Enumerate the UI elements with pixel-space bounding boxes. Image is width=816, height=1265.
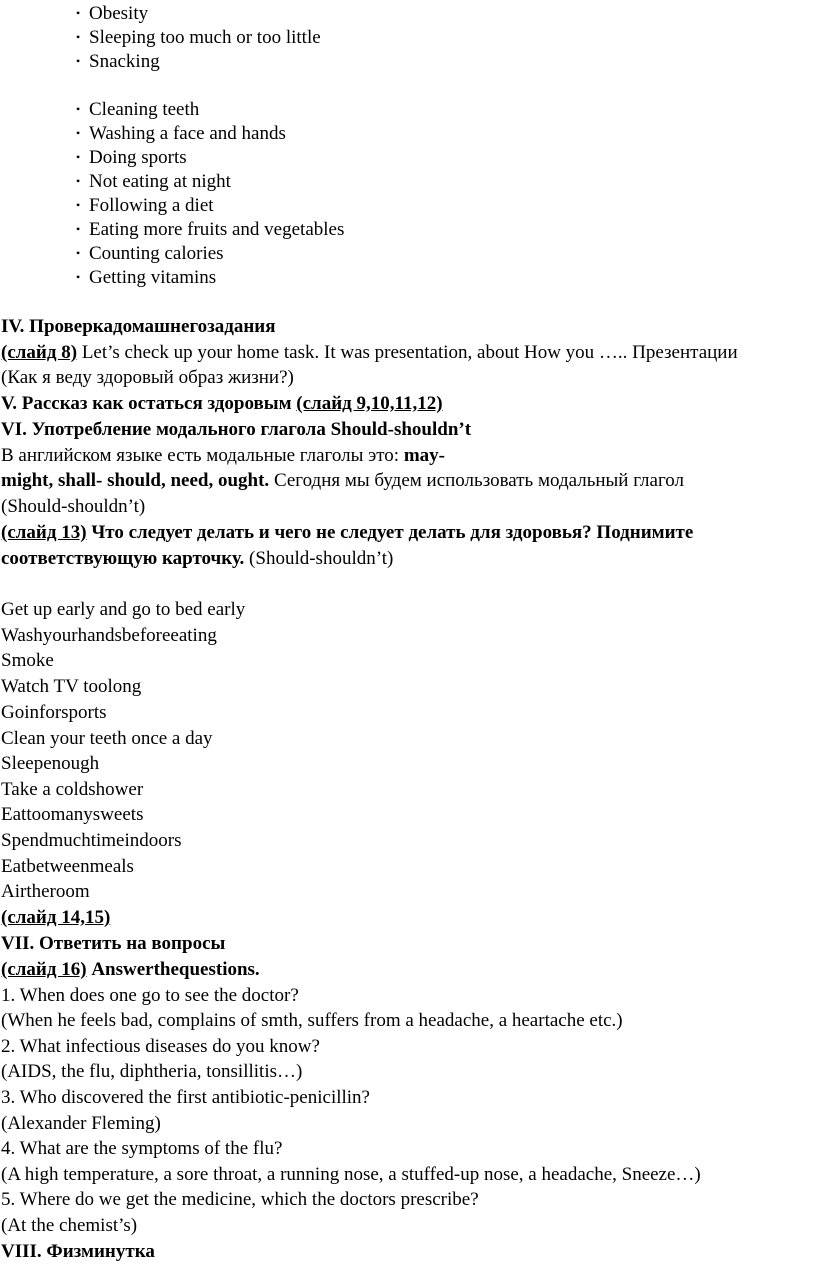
list-item: • Sleeping too much or too little [76, 27, 321, 48]
phrase-item: Clean your teeth once a day [1, 728, 213, 749]
paragraph: В английском языке есть модальные глаголы это: may- [1, 445, 445, 466]
paragraph: (Should-shouldn’t) [1, 496, 146, 517]
section-heading: V. Рассказ как остаться здоровым (слайд 9,10,11,12) [1, 393, 443, 414]
phrase-item: Washyourhandsbeforeeating [1, 625, 217, 646]
bullet-icon: • [76, 222, 81, 236]
phrase-item: Spendmuchtimeindoors [1, 830, 182, 851]
phrase-item: Smoke [1, 650, 54, 671]
list-item: • Counting calories [76, 243, 224, 264]
list-item: • Following a diet [76, 195, 214, 216]
list-item: • Getting vitamins [76, 267, 217, 288]
question: 5. Where do we get the medicine, which the doctors prescribe? [1, 1189, 479, 1210]
answer: (Alexander Fleming) [1, 1113, 161, 1134]
phrase-item: Watch TV toolong [1, 676, 142, 697]
section-heading: VII. Ответить на вопросы [1, 933, 226, 954]
question: 3. Who discovered the first antibiotic-penicillin? [1, 1087, 370, 1108]
bullet-icon: • [76, 246, 81, 260]
question: 4. What are the symptoms of the flu? [1, 1138, 283, 1159]
paragraph: (слайд 8) Let’s check up your home task. It was presentation, about How you ….. Презентации [1, 342, 738, 363]
section-heading: IV. Проверкадомашнегозадания [1, 316, 276, 337]
section-heading: VIII. Физминутка [1, 1241, 155, 1262]
list-item: • Cleaning teeth [76, 99, 200, 120]
list-item: • Not eating at night [76, 171, 231, 192]
phrase-item: Eattoomanysweets [1, 804, 144, 825]
phrase-item: Goinforsports [1, 702, 107, 723]
phrase-item: Airtheroom [1, 881, 90, 902]
slide-ref: (слайд 14,15) [1, 907, 111, 928]
bullet-icon: • [76, 54, 81, 68]
answer: (AIDS, the flu, diphtheria, tonsillitis…) [1, 1061, 303, 1082]
section-heading: VI. Употребление модального глагола Should-shouldn’t [1, 419, 472, 440]
bullet-icon: • [76, 174, 81, 188]
bullet-icon: • [76, 150, 81, 164]
question: 2. What infectious diseases do you know? [1, 1036, 320, 1057]
paragraph: might, shall- should, need, ought. Сегодня мы будем использовать модальный глагол [1, 470, 685, 491]
slide-ref: (слайд 13) [1, 522, 87, 543]
list-item: • Snacking [76, 51, 160, 72]
bullet-icon: • [76, 30, 81, 44]
list-item: • Washing a face and hands [76, 123, 286, 144]
paragraph: (слайд 16) Answerthequestions. [1, 959, 260, 980]
paragraph: соответствующую карточку. (Should-shouldn’t) [1, 548, 394, 569]
bullet-icon: • [76, 198, 81, 212]
list-item: • Doing sports [76, 147, 187, 168]
slide-ref: (слайд 8) [1, 342, 78, 363]
paragraph: (слайд 13) Что следует делать и чего не следует делать для здоровья? Поднимите [1, 522, 694, 543]
list-item: • Obesity [76, 3, 149, 24]
phrase-item: Sleepenough [1, 753, 100, 774]
phrase-item: Eatbetweenmeals [1, 856, 134, 877]
list-item: • Eating more fruits and vegetables [76, 219, 345, 240]
bullet-icon: • [76, 270, 81, 284]
answer: (At the chemist’s) [1, 1215, 138, 1236]
answer: (When he feels bad, complains of smth, suffers from a headache, a heartache etc.) [1, 1010, 623, 1031]
phrase-item: Take a coldshower [1, 779, 144, 800]
answer: (A high temperature, a sore throat, a running nose, a stuffed-up nose, a headache, Sneeze…) [1, 1164, 701, 1185]
slide-ref: (слайд 9,10,11,12) [296, 393, 443, 414]
phrase-item: Get up early and go to bed early [1, 599, 246, 620]
question: 1. When does one go to see the doctor? [1, 985, 299, 1006]
bullet-icon: • [76, 126, 81, 140]
paragraph: (Как я веду здоровый образ жизни?) [1, 367, 294, 388]
bullet-icon: • [76, 6, 81, 20]
bullet-icon: • [76, 102, 81, 116]
slide-ref: (слайд 16) [1, 959, 87, 980]
